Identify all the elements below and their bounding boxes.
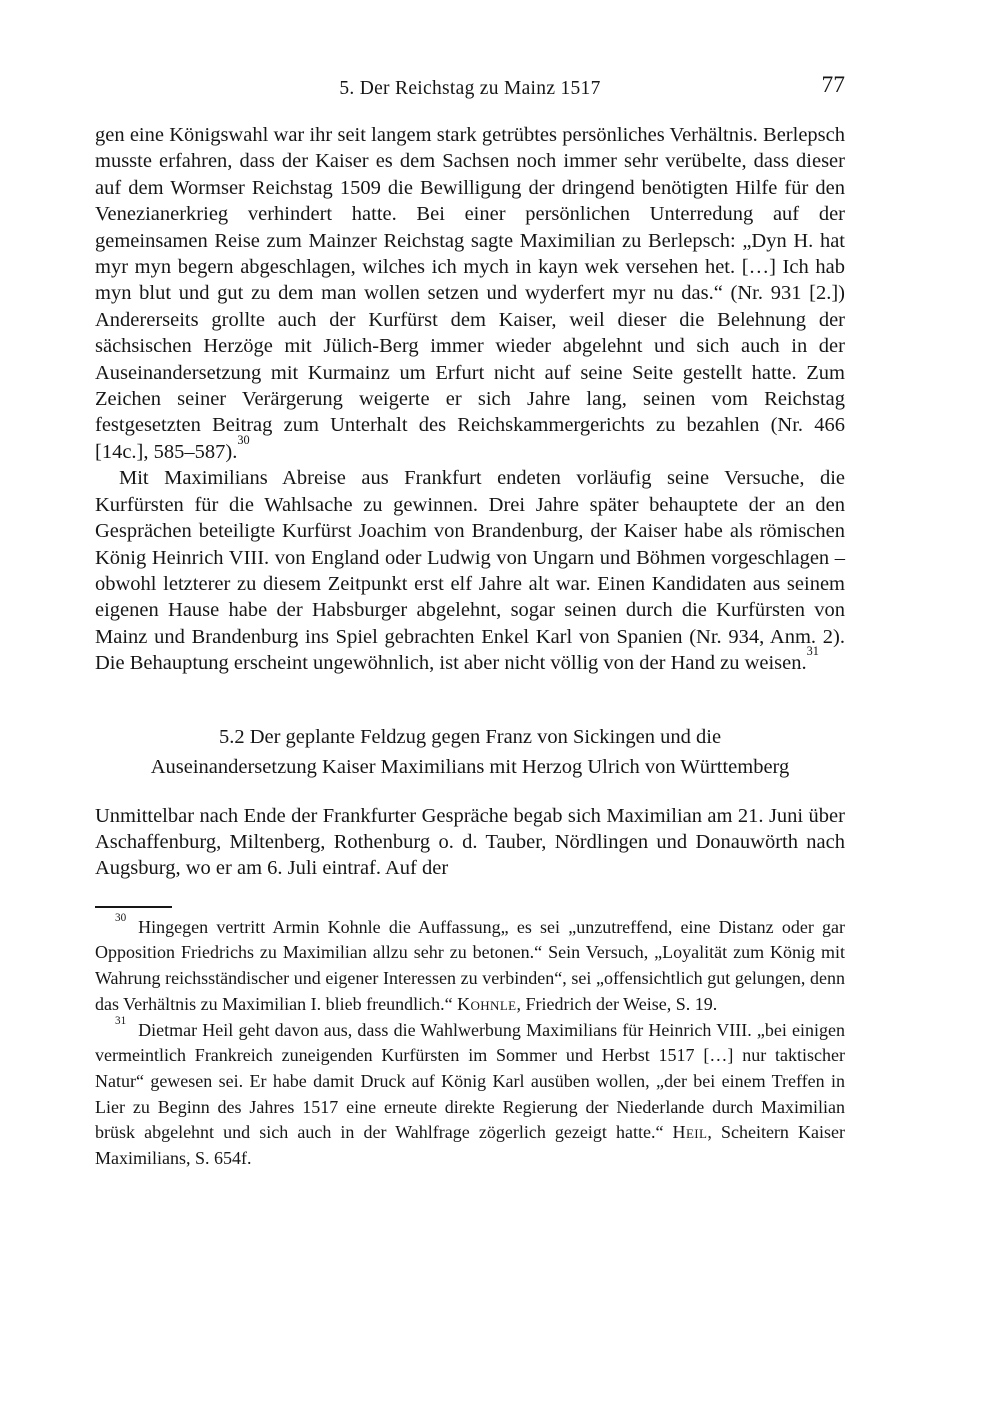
- footnote-31-number: 31: [115, 1014, 127, 1027]
- paragraph-3-text: Unmittelbar nach Ende der Frankfurter Gespräche begab sich Maximilian am 21. Juni über Aschaffenburg, Miltenberg, Rothenburg o. d. Tauber, Nördlingen und Donauwörth nach Augsburg, wo er am 6. Juli eintraf. Auf der: [95, 804, 845, 880]
- running-header: [95, 72, 845, 106]
- footnote-31: [95, 1014, 845, 1172]
- paragraph-3: [95, 803, 845, 882]
- footnote-31-text: Dietmar Heil geht davon aus, dass die Wahlwerbung Maximilians für Heinrich VIII. „bei einigen vermeintlich Frankreich zuneigenden Kurfürsten im Sommer und Herbst 1517 […] nur taktischer Natur“ gewesen sei. Er habe damit Druck auf König Karl ausüben wollen, „der bei einem Treffen in Lier zu Beginn des Jahres 1517 eine erneute direkte Regierung der Niederlande durch Maximilian brüsk abgelehnt und sich auch in der Wahlfrage zögerlich gezeigt hatte.“: [95, 1019, 845, 1143]
- footnotes-section: [95, 906, 845, 1172]
- footnote-ref-30: 30: [237, 432, 250, 447]
- section-heading: [95, 722, 845, 782]
- footnote-30-text: Hingegen vertritt Armin Kohnle die Auffassung„ es sei „unzutreffend, eine Distanz oder gar Opposition Friedrichs zu Maximilian allzu sehr zu betonen.“ Sein Versuch, „Loyalität zum König mit Wahrung reichsständischer und eigener Interessen zu verbinden“, sei „offensichtlich gut gelungen, denn das Verhältnis zu Maximilian I. blieb freundlich.“: [95, 916, 845, 1014]
- paragraph-2: [95, 465, 845, 676]
- footnote-30-number: 30: [115, 911, 127, 924]
- chapter-title: 5. Der Reichstag zu Mainz 1517: [339, 78, 601, 99]
- section-heading-line2: Auseinandersetzung Kaiser Maximilians mit Herzog Ulrich von Württemberg: [150, 755, 790, 778]
- paragraph-2-text: Mit Maximilians Abreise aus Frankfurt endeten vorläufig seine Versuche, die Kurfürsten für die Wahlsache zu gewinnen. Drei Jahre später behauptete der an den Gesprächen beteiligte Kurfürst Joachim von Brandenburg, der Kaiser habe als römischen König Heinrich VIII. von England oder Ludwig von Ungarn und Böhmen vorgeschlagen – obwohl letzterer zu diesem Zeitpunkt erst elf Jahre alt war. Einen Kandidaten aus seinem eigenen Hause habe der Habsburger abgelehnt, sogar seinen durch die Kurfürsten von Mainz und Brandenburg ins Spiel gebrachten Enkel Karl von Spanien (Nr. 934, Anm. 2). Die Behauptung erscheint ungewöhnlich, ist aber nicht völlig von der Hand zu weisen.: [95, 467, 845, 675]
- footnote-31-citation-rest: , Scheitern Kaiser Maximilians, S. 654f.: [95, 1122, 845, 1169]
- footnote-30-citation-rest: , Friedrich der Weise, S. 19.: [516, 993, 718, 1014]
- paragraph-1-text: gen eine Königswahl war ihr seit langem stark getrübtes persönliches Verhältnis. Berlepsch musste erfahren, dass der Kaiser es dem Sachsen noch immer sehr verübelte, dass dieser auf dem Wormser Reichstag 1509 die Bewilligung der dringend benötigten Hilfe für den Venezianerkrieg verhindert hatte. Bei einer persönlichen Unterredung auf der gemeinsamen Reise zum Mainzer Reichstag sagte Maximilian zu Berlepsch: „Dyn H. hat myr myn begern abgeschlagen, wilches ich mych in kayn wek versehen het. […] Ich hab myn blut und gut zu dem man wollen setzen und wyderfert myr nu das.“ (Nr. 931 [2.]) Andererseits grollte auch der Kurfürst dem Kaiser, weil dieser die Belehnung der sächsischen Herzöge mit Jülich-Berg immer wieder abgelehnt und sich auch in der Auseinandersetzung mit Kurmainz um Erfurt nicht auf seine Seite gestellt hatte. Zum Zeichen seiner Verärgerung weigerte er sich Jahre lang, seinen vom Reichstag festgesetzten Beitrag zum Unterhalt des Reichskammergerichts zu bezahlen (Nr. 466 [14c.], 585–587).: [95, 124, 845, 463]
- footnote-31-citation-author: Heil: [672, 1122, 708, 1143]
- page-number: 77: [821, 72, 845, 98]
- section-heading-line1: 5.2 Der geplante Feldzug gegen Franz von Sickingen und die: [218, 725, 722, 748]
- footnote-ref-31: 31: [806, 644, 819, 659]
- footnote-30-citation-author: Kohnle: [457, 993, 517, 1014]
- footnote-separator-rule: [95, 906, 172, 908]
- footnote-30: [95, 911, 845, 1018]
- paragraph-1: [95, 122, 845, 465]
- page-body: [95, 122, 845, 882]
- footnotes-list: [95, 911, 845, 1172]
